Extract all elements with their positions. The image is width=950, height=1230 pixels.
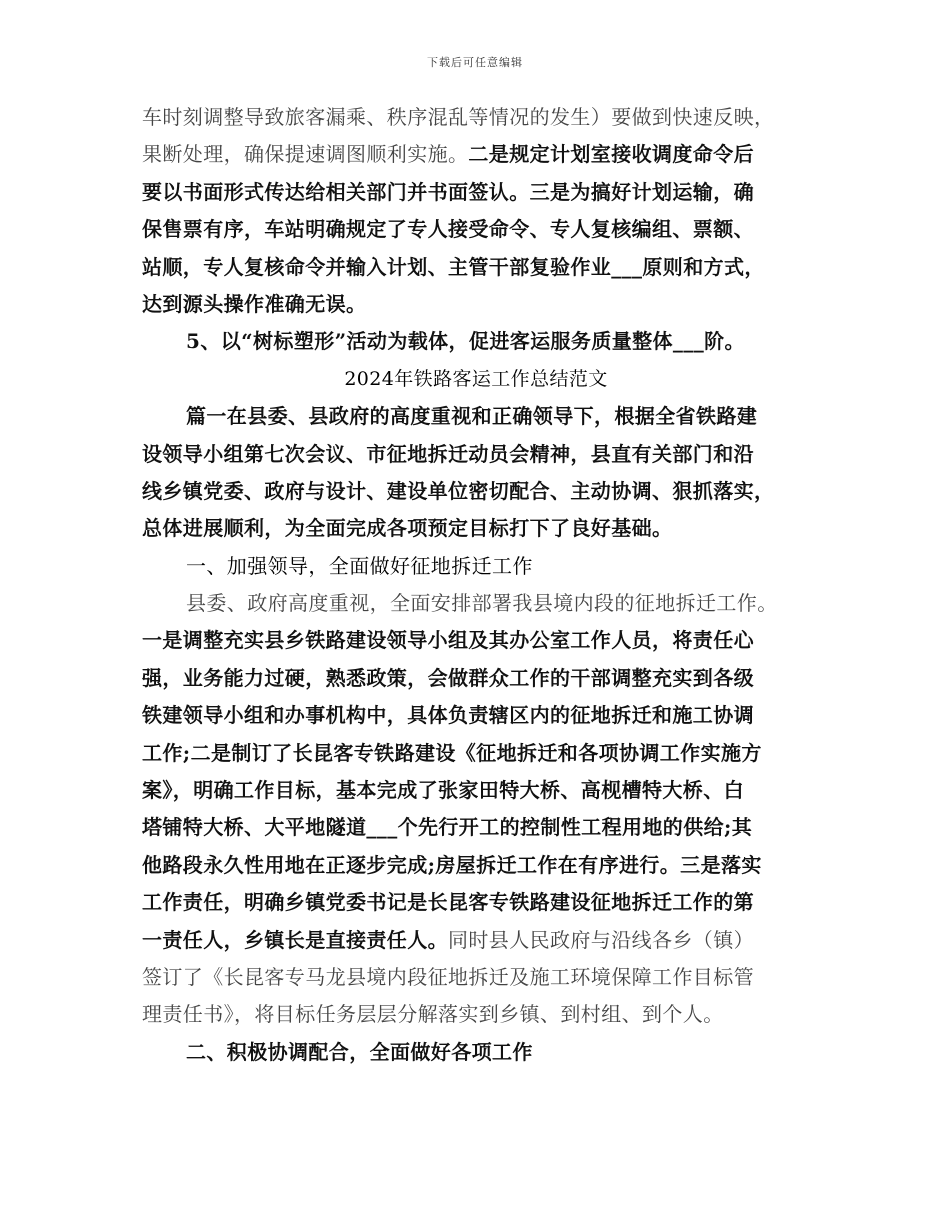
header-note: 下载后可任意编辑 (427, 56, 523, 69)
paragraph-first-line: 二、积极协调配合，全面做好各项工作 (186, 1039, 533, 1064)
text-line: 签订了《长昆客专马龙县境内段征地拆迁及施工环境保障工作目标管 (142, 964, 754, 989)
text-line: 铁建领导小组和办事机构中，具体负责辖区内的征地拆迁和施工协调 (142, 703, 754, 728)
text-line: 站顺，专人复核命令并输入计划、主管干部复验作业___原则和方式， (142, 254, 765, 279)
text-line (142, 136, 810, 173)
text-line: 线乡镇党委、政府与设计、建设单位密切配合、主动协调、狠抓落实， (142, 478, 775, 503)
text-line: 要以书面形式传达给相关部门并书面签认。三是为搞好计划运输，确 (142, 179, 754, 204)
text-line: 他路段永久性用地在正逐步完成;房屋拆迁工作在有序进行。三是落实 (142, 852, 762, 877)
paragraph-first-line: 县委、政府高度重视，全面安排部署我县境内段的征地拆迁工作。 (186, 591, 778, 616)
text-line: 保售票有序，车站明确规定了专人接受命令、专人复核编组、票额、 (142, 217, 754, 242)
text-line: 达到源头操作准确无误。 (142, 291, 367, 316)
text-line: 设领导小组第七次会议、市征地拆迁动员会精神，县直有关部门和沿 (142, 441, 754, 466)
text-line: 工作责任，明确乡镇党委书记是长昆客专铁路建设征地拆迁工作的第 (142, 890, 754, 915)
text-segment: 二是规定计划室接收调度命令后 (468, 142, 755, 167)
text-line: 一是调整充实县乡铁路建设领导小组及其办公室工作人员，将责任心 (142, 628, 754, 653)
paragraph-first-line: 一、加强领导，全面做好征地拆迁工作 (186, 553, 533, 578)
document-body (142, 99, 810, 1071)
text-segment: 果断处理，确保提速调图顺利实施。 (142, 142, 469, 167)
section-title: 2024年铁路客运工作总结范文 (344, 367, 608, 390)
text-line: 塔铺特大桥、大平地隧道___个先行开工的控制性工程用地的供给;其 (142, 815, 753, 840)
text-line: 总体进展顺利，为全面完成各项预定目标打下了良好基础。 (142, 516, 673, 541)
text-line (142, 922, 810, 959)
text-line: 理责任书》，将目标任务层层分解落实到乡镇、到村组、到个人。 (142, 1002, 724, 1027)
text-line: 案》，明确工作目标，基本完成了张家田特大桥、高枧槽特大桥、白 (142, 778, 744, 803)
paragraph-first-line: 篇一在县委、县政府的高度重视和正确领导下，根据全省铁路建 (186, 404, 758, 429)
text-segment: 一责任人，乡镇长是直接责任人。 (142, 927, 448, 952)
text-line: 工作;二是制订了长昆客专铁路建设《征地拆迁和各项协调工作实施方 (142, 740, 762, 765)
text-line: 强，业务能力过硬，熟悉政策，会做群众工作的干部调整充实到各级 (142, 665, 754, 690)
paragraph-first-line: 5、以“树标塑形”活动为载体，促进客运服务质量整体___阶。 (186, 329, 745, 354)
text-segment: 同时县人民政府与沿线各乡（镇） (448, 927, 754, 952)
text-line: 车时刻调整导致旅客漏乘、秩序混乱等情况的发生）要做到快速反映， (142, 105, 775, 129)
